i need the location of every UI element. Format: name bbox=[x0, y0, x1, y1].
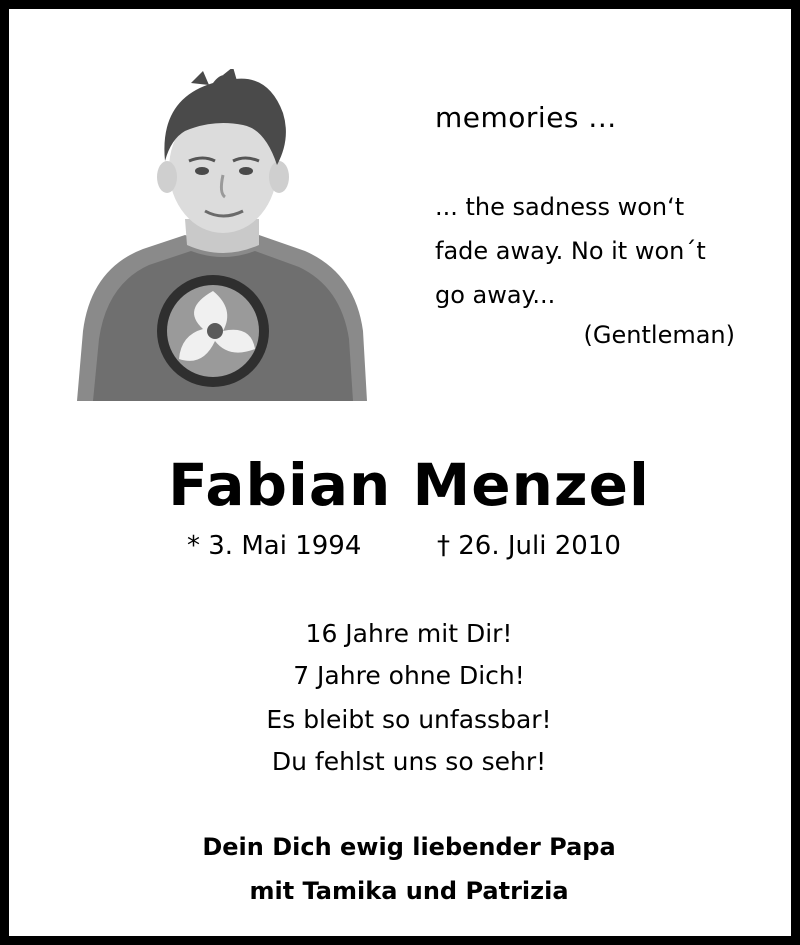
verse-line: Es bleibt so unfassbar! bbox=[266, 705, 552, 734]
birth-date: * 3. Mai 1994 bbox=[187, 531, 362, 561]
quote-author: (Gentleman) bbox=[583, 321, 735, 349]
quote-line: fade away. No it won´t bbox=[435, 237, 706, 265]
quote-line: ... the sadness won‘t bbox=[435, 193, 685, 221]
portrait-photo-icon bbox=[73, 69, 369, 401]
quote-line: go away... bbox=[435, 281, 556, 309]
deceased-name: Fabian Menzel bbox=[168, 451, 650, 519]
death-date: † 26. Juli 2010 bbox=[437, 531, 621, 561]
signature-line: Dein Dich ewig liebender Papa bbox=[202, 833, 616, 861]
verse-line: Du fehlst uns so sehr! bbox=[271, 747, 547, 776]
verse-line: 7 Jahre ohne Dich! bbox=[293, 661, 525, 690]
verse-line: 16 Jahre mit Dir! bbox=[305, 619, 513, 648]
signature-line: mit Tamika und Patrizia bbox=[249, 877, 569, 905]
quote-title: memories ... bbox=[435, 101, 617, 134]
